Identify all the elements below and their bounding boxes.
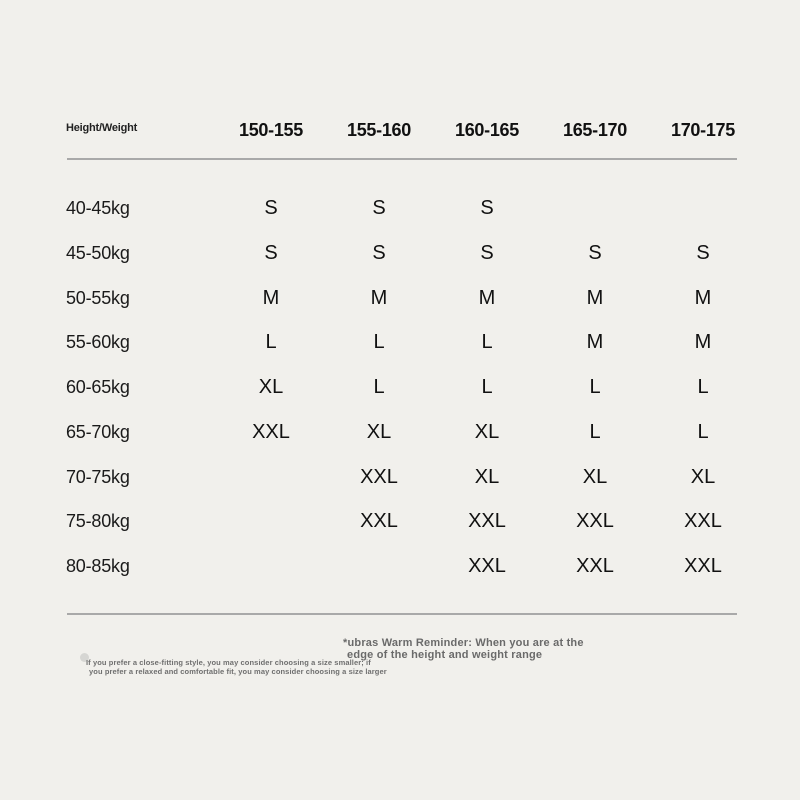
size-cell: S — [480, 241, 494, 264]
size-cell: L — [481, 331, 493, 354]
size-cell: XXL — [360, 510, 398, 533]
size-cell: S — [480, 197, 494, 219]
size-cell: M — [694, 286, 712, 309]
row-label-weight: 40-45kg — [66, 198, 130, 218]
size-cell: M — [694, 331, 712, 354]
reminder-title-line: edge of the height and weight range — [347, 649, 543, 661]
size-cell: S — [372, 197, 386, 219]
size-cell: XL — [258, 376, 284, 398]
footer-divider — [67, 613, 737, 615]
size-cell: L — [697, 420, 709, 443]
column-header: 165-170 — [563, 120, 627, 140]
size-cell: XL — [582, 465, 608, 488]
size-cell: S — [264, 197, 278, 219]
row-label-weight: 55-60kg — [66, 332, 130, 353]
column-header: 155-160 — [347, 120, 411, 140]
size-cell: M — [262, 286, 280, 309]
size-cell: L — [265, 331, 277, 354]
size-cell: XL — [366, 420, 392, 443]
size-cell: M — [370, 286, 388, 309]
size-cell: XL — [690, 465, 716, 488]
size-cell: XXL — [468, 555, 506, 577]
size-cell: L — [481, 376, 493, 398]
row-label-weight: 50-55kg — [66, 287, 130, 308]
row-label-weight: 45-50kg — [66, 242, 130, 263]
column-header: 150-155 — [239, 120, 303, 140]
size-cell: XXL — [576, 555, 614, 577]
size-cell: XXL — [684, 510, 722, 533]
size-cell: L — [373, 376, 385, 398]
size-cell: L — [589, 376, 601, 398]
row-label-weight: 75-80kg — [66, 511, 130, 532]
size-cell: XXL — [360, 465, 398, 488]
row-label-weight: 80-85kg — [66, 556, 130, 576]
size-cell: XXL — [684, 555, 722, 577]
size-cell: S — [696, 241, 710, 264]
size-cell: M — [586, 331, 604, 354]
size-cell: XL — [474, 465, 500, 488]
row-label-weight: 60-65kg — [66, 377, 130, 397]
size-cell: M — [586, 286, 604, 309]
size-cell: L — [373, 331, 385, 354]
size-cell: M — [478, 286, 496, 309]
reminder-body — [86, 658, 387, 676]
reminder-body-line: you prefer a relaxed and comfortable fit, you may consider choosing a size larger — [89, 667, 387, 676]
size-cell: XL — [474, 420, 500, 443]
size-cell: S — [588, 241, 602, 264]
column-header: 160-165 — [455, 120, 519, 140]
header-divider — [67, 158, 737, 160]
size-cell: L — [697, 376, 709, 398]
reminder-title-line: *ubras Warm Reminder: When you are at the — [343, 637, 584, 649]
size-cell: XXL — [576, 510, 614, 533]
size-cell: S — [372, 241, 386, 264]
size-cell: XXL — [468, 510, 506, 533]
size-cell: S — [264, 241, 278, 264]
size-cell: L — [589, 420, 601, 443]
row-label-weight: 70-75kg — [66, 466, 130, 487]
reminder-body-line: If you prefer a close-fitting style, you may consider choosing a size smaller; if — [86, 658, 371, 667]
column-header: 170-175 — [671, 120, 735, 140]
size-cell: XXL — [252, 420, 290, 443]
row-label-weight: 65-70kg — [66, 421, 130, 442]
corner-label: Height/Weight — [66, 122, 138, 134]
